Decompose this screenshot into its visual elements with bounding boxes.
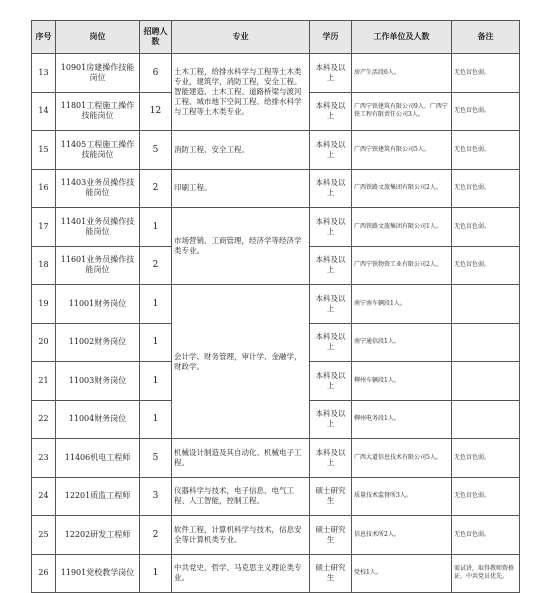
header-note: 备注 xyxy=(452,21,520,54)
cell-seq: 24 xyxy=(32,477,56,516)
cell-seq: 22 xyxy=(32,400,56,439)
cell-count: 5 xyxy=(140,131,172,170)
cell-note: 无色盲色弱。 xyxy=(452,477,520,516)
cell-unit: 柳州电务段1人。 xyxy=(352,400,452,439)
cell-post: 11405工程施工操作技能岗位 xyxy=(56,131,140,170)
header-education: 学历 xyxy=(310,21,352,54)
header-major: 专业 xyxy=(172,21,310,54)
cell-education: 硕士研究生 xyxy=(310,516,352,555)
cell-count: 1 xyxy=(140,554,172,593)
cell-post: 11403业务员操作技能岗位 xyxy=(56,169,140,208)
cell-education: 硕士研究生 xyxy=(310,554,352,593)
cell-note xyxy=(452,400,520,439)
cell-post: 12201质监工程师 xyxy=(56,477,140,516)
header-post: 岗位 xyxy=(56,21,140,54)
cell-note: 无色盲色弱。 xyxy=(452,54,520,93)
cell-major: 软件工程，计算机科学与技术，信息安全等计算机类专业。 xyxy=(172,516,310,555)
cell-seq: 14 xyxy=(32,92,56,131)
cell-major: 中共党史，哲学、马克思主义理论类专业。 xyxy=(172,554,310,593)
cell-note: 无色盲色弱。 xyxy=(452,169,520,208)
header-row xyxy=(32,21,520,54)
cell-post: 11003财务岗位 xyxy=(56,362,140,401)
cell-count: 12 xyxy=(140,92,172,131)
cell-unit: 信息技术所2人。 xyxy=(352,516,452,555)
cell-count: 6 xyxy=(140,54,172,93)
cell-note xyxy=(452,285,520,324)
cell-count: 1 xyxy=(140,400,172,439)
cell-education: 本科及以上 xyxy=(310,208,352,247)
cell-note: 无色盲色弱。 xyxy=(452,516,520,555)
cell-unit: 广西铁路文旅集团有限公司2人。 xyxy=(352,169,452,208)
cell-unit: 广西大道信息技术有限公司5人。 xyxy=(352,439,452,478)
cell-major: 仪器科学与技术，电子信息、电气工程、人工智能，控制工程。 xyxy=(172,477,310,516)
cell-major: 会计学、财务管理，审计学、金融学，财政学。 xyxy=(172,285,310,439)
cell-note xyxy=(452,323,520,362)
cell-seq: 25 xyxy=(32,516,56,555)
cell-note: 无色盲色弱。 xyxy=(452,131,520,170)
table-row xyxy=(32,516,520,555)
cell-seq: 15 xyxy=(32,131,56,170)
cell-count: 1 xyxy=(140,323,172,362)
cell-seq: 21 xyxy=(32,362,56,401)
cell-unit: 质量技术监督所3人。 xyxy=(352,477,452,516)
table-row xyxy=(32,554,520,593)
cell-unit: 南宁南车辆段1人。 xyxy=(352,285,452,324)
cell-note xyxy=(452,362,520,401)
cell-major: 机械设计制造及其自动化、机械电子工程。 xyxy=(172,439,310,478)
cell-major: 土木工程，给排水科学与工程等土木类专业，建筑学，消防工程，安全工程。 智能建造、土木工程、道路桥梁与渡河工程、城市地下空间工程、给排水科学与工程等土木类专业。 xyxy=(172,54,310,131)
cell-education: 硕士研究生 xyxy=(310,477,352,516)
table-row xyxy=(32,208,520,247)
cell-unit: 广西宁铁建筑有限公司5人。 xyxy=(352,131,452,170)
cell-post: 11001财务岗位 xyxy=(56,285,140,324)
cell-post: 12202研发工程师 xyxy=(56,516,140,555)
cell-post: 10901房建操作技能岗位 xyxy=(56,54,140,93)
cell-post: 11801工程施工操作技能岗位 xyxy=(56,92,140,131)
cell-note: 无色盲色弱。 xyxy=(452,92,520,131)
header-seq: 序号 xyxy=(32,21,56,54)
cell-education: 本科及以上 xyxy=(310,54,352,93)
recruitment-table xyxy=(31,20,520,593)
cell-count: 2 xyxy=(140,169,172,208)
cell-note: 无色盲色弱。 xyxy=(452,246,520,285)
header-unit: 工作单位及人数 xyxy=(352,21,452,54)
cell-count: 2 xyxy=(140,516,172,555)
cell-note: 需试讲，取得教师资格证，中共党员优先。 xyxy=(452,554,520,593)
cell-unit: 柳州车辆段1人。 xyxy=(352,362,452,401)
cell-major: 消防工程、安全工程。 xyxy=(172,131,310,170)
cell-count: 2 xyxy=(140,246,172,285)
table-row xyxy=(32,131,520,170)
cell-post: 11901党校教学岗位 xyxy=(56,554,140,593)
cell-major: 印刷工程。 xyxy=(172,169,310,208)
cell-seq: 23 xyxy=(32,439,56,478)
cell-count: 3 xyxy=(140,477,172,516)
table-row xyxy=(32,439,520,478)
cell-major: 市场营销、工商管理，经济学等经济学类专业。 xyxy=(172,208,310,285)
cell-post: 11401业务员操作技能岗位 xyxy=(56,208,140,247)
cell-seq: 18 xyxy=(32,246,56,285)
cell-seq: 16 xyxy=(32,169,56,208)
cell-unit: 房产生活段6人。 xyxy=(352,54,452,93)
cell-post: 11004财务岗位 xyxy=(56,400,140,439)
header-count: 招聘人数 xyxy=(140,21,172,54)
cell-education: 本科及以上 xyxy=(310,323,352,362)
cell-education: 本科及以上 xyxy=(310,131,352,170)
cell-education: 本科及以上 xyxy=(310,169,352,208)
cell-note: 无色盲色弱。 xyxy=(452,439,520,478)
table-row xyxy=(32,169,520,208)
cell-post: 11002财务岗位 xyxy=(56,323,140,362)
cell-seq: 20 xyxy=(32,323,56,362)
cell-seq: 26 xyxy=(32,554,56,593)
cell-seq: 13 xyxy=(32,54,56,93)
cell-unit: 党校1人。 xyxy=(352,554,452,593)
table-row xyxy=(32,285,520,324)
table-row xyxy=(32,54,520,93)
cell-seq: 19 xyxy=(32,285,56,324)
cell-seq: 17 xyxy=(32,208,56,247)
cell-count: 5 xyxy=(140,439,172,478)
table-row xyxy=(32,477,520,516)
cell-count: 1 xyxy=(140,362,172,401)
cell-note: 无色盲色弱。 xyxy=(452,208,520,247)
recruitment-table-page xyxy=(31,20,520,593)
cell-post: 11601业务员操作技能岗位 xyxy=(56,246,140,285)
cell-unit: 广西铁路文旅集团有限公司1人。 xyxy=(352,208,452,247)
cell-count: 1 xyxy=(140,285,172,324)
cell-education: 本科及以上 xyxy=(310,362,352,401)
cell-education: 本科及以上 xyxy=(310,400,352,439)
cell-education: 本科及以上 xyxy=(310,92,352,131)
cell-education: 本科及以上 xyxy=(310,246,352,285)
cell-count: 1 xyxy=(140,208,172,247)
cell-education: 本科及以上 xyxy=(310,285,352,324)
cell-post: 11406机电工程师 xyxy=(56,439,140,478)
cell-unit: 广西宁铁物资工业有限公司2人。 xyxy=(352,246,452,285)
cell-education: 本科及以上 xyxy=(310,439,352,478)
cell-unit: 广西宁铁建筑有限公司9人、广西宁铁工程有限责任公司3人。 xyxy=(352,92,452,131)
cell-unit: 南宁通信段1人。 xyxy=(352,323,452,362)
